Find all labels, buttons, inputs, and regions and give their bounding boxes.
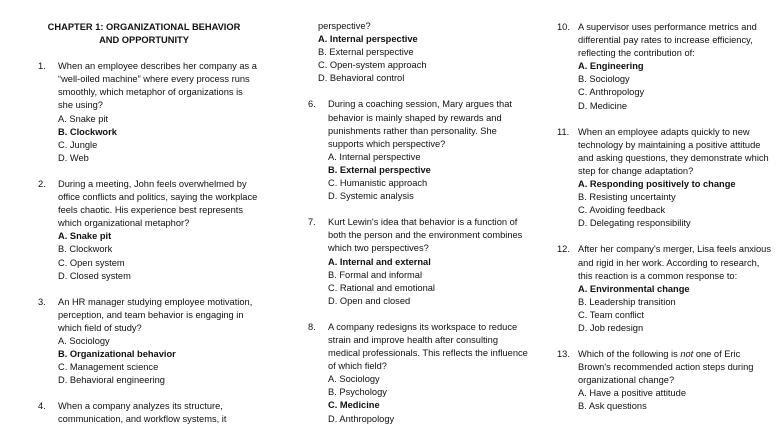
option-a-answer: A. Internal and external: [328, 256, 431, 267]
option-a-answer: A. Internal perspective: [318, 34, 418, 45]
question-12: [557, 243, 771, 335]
chapter-title: [28, 21, 260, 47]
option-c: C. Open system: [58, 257, 125, 268]
question-1: [28, 60, 260, 165]
option-b: B. Ask questions: [578, 401, 647, 412]
question-stem: Kurt Lewin's idea that behavior is a function of both the person and the environment combines which two perspectives?: [328, 217, 523, 254]
option-a: A. Have a positive attitude: [578, 388, 687, 399]
question-number: 7.: [308, 217, 316, 228]
question-number: 10.: [557, 22, 570, 32]
column-middle: [298, 0, 530, 439]
option-b-answer: B. Clockwork: [58, 126, 117, 137]
option-b: B. Leadership transition: [578, 296, 676, 307]
option-b: B. Resisting uncertainty: [578, 192, 676, 203]
option-a-answer: A. Engineering: [578, 61, 644, 72]
option-b-answer: B. External perspective: [328, 164, 431, 175]
option-b: B. Sociology: [578, 74, 630, 85]
option-d: D. Web: [58, 152, 89, 163]
option-c: C. Open-system approach: [318, 60, 427, 71]
question-number: 13.: [557, 349, 570, 360]
column-left: [28, 0, 260, 440]
question-3: [28, 296, 260, 388]
question-stem: [578, 348, 771, 387]
question-7: [298, 216, 530, 308]
question-number: 8.: [308, 321, 316, 332]
option-c: C. Management science: [58, 362, 159, 373]
question-5-continued: [298, 20, 530, 85]
option-d: D. Open and closed: [328, 295, 411, 306]
option-d: D. Delegating responsibility: [578, 218, 691, 229]
option-d: D. Systemic analysis: [328, 191, 414, 202]
question-stem-after: one of Eric Brown's recommended action steps during organizational change?: [578, 349, 754, 386]
question-stem: When an employee adapts quickly to new technology by maintaining a positive attitude and asking questions, they demonstrate which step for change adaptation?: [578, 126, 769, 176]
option-a-answer: A. Responding positively to change: [578, 179, 736, 190]
question-number: 6.: [308, 99, 316, 110]
question-stem: When a company analyzes its structure, communication, and workflow systems, it: [58, 401, 227, 425]
option-c: C. Avoiding feedback: [578, 205, 666, 216]
question-number: 3.: [38, 296, 46, 307]
question-stem-tail: perspective?: [318, 21, 371, 31]
question-4: [28, 400, 260, 426]
question-10: [557, 21, 771, 113]
question-number: 4.: [38, 401, 46, 412]
question-stem: A supervisor uses performance metrics and differential pay rates to increase efficiency, reflecting the contribution of:: [578, 22, 757, 59]
option-a-answer: A. Snake pit: [58, 231, 112, 242]
question-2: [28, 178, 260, 283]
question-8: [298, 321, 530, 426]
question-stem: A company redesigns its workspace to reduce strain and improve health after consulting medical professionals. This reflects the influence of which field?: [328, 321, 528, 372]
option-a: A. Snake pit: [58, 113, 109, 124]
option-d: D. Medicine: [578, 100, 628, 111]
option-d: D. Job redesign: [578, 322, 644, 333]
option-b: B. Psychology: [328, 387, 387, 398]
question-stem-emphasis: not: [680, 349, 694, 360]
question-number: 11.: [557, 126, 570, 137]
question-number: 12.: [557, 244, 570, 255]
option-a: A. Sociology: [58, 335, 110, 346]
question-stem: When an employee describes her company as a “well-oiled machine” where every process runs smoothly, which metaphor of organizations is she using?: [58, 61, 257, 111]
option-d: D. Anthropology: [328, 413, 395, 424]
option-a-answer: A. Environmental change: [578, 283, 690, 294]
option-a: A. Internal perspective: [328, 151, 421, 162]
question-stem: After her company's merger, Lisa feels anxious and rigid in her work. According to research, this reaction is a common response to:: [578, 244, 771, 281]
option-a: A. Sociology: [328, 374, 380, 385]
question-stem-before: Which of the following is: [578, 349, 681, 360]
chapter-title-line1: CHAPTER 1: ORGANIZATIONAL BEHAVIOR: [47, 22, 241, 32]
option-d: D. Closed system: [58, 270, 131, 281]
question-stem: An HR manager studying employee motivation, perception, and team behavior is engaging in which field of study?: [58, 296, 253, 333]
question-number: 2.: [38, 178, 46, 189]
option-c: C. Rational and emotional: [328, 282, 435, 293]
question-11: [557, 126, 771, 231]
option-b-answer: B. Organizational behavior: [58, 349, 176, 360]
option-c: C. Anthropology: [578, 87, 645, 98]
option-c: C. Jungle: [58, 139, 98, 150]
question-stem: During a meeting, John feels overwhelmed by office conflicts and politics, saying the workplace feels chaotic. His experience best represents which organizational metaphor?: [58, 178, 258, 229]
option-b: B. Formal and informal: [328, 269, 423, 280]
option-b: B. External perspective: [318, 47, 414, 58]
column-right: [557, 0, 771, 427]
chapter-title-line2: AND OPPORTUNITY: [99, 35, 189, 46]
question-13: [557, 348, 771, 413]
question-stem: During a coaching session, Mary argues that behavior is mainly shaped by rewards and punishments rather than personality. She supports which perspective?: [328, 99, 512, 149]
question-number: 1.: [38, 61, 46, 72]
option-b: B. Clockwork: [58, 244, 113, 255]
option-d: D. Behavioral control: [318, 73, 405, 84]
option-c: C. Humanistic approach: [328, 178, 428, 189]
option-c-answer: C. Medicine: [328, 400, 380, 411]
question-6: [298, 98, 530, 203]
option-c: C. Team conflict: [578, 309, 644, 320]
option-d: D. Behavioral engineering: [58, 375, 165, 386]
